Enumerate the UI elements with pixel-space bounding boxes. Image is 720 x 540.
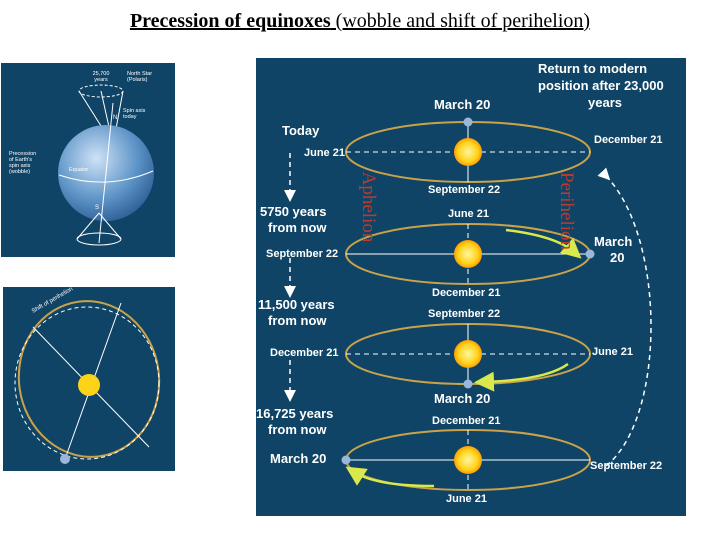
5750-years-label: 5750 years from now	[260, 204, 327, 235]
page-title: Precession of equinoxes (wobble and shift of perihelion)	[129, 10, 591, 32]
earth-dot-icon	[342, 456, 351, 465]
sun-icon	[454, 340, 482, 368]
orbit-1-bottom-label: September 22	[428, 184, 501, 196]
today-label: Today	[282, 123, 320, 138]
years-label: 25,700 years	[92, 71, 110, 83]
precession-timeline-diagram	[256, 58, 686, 516]
motion-arrow	[484, 364, 568, 382]
orbit-4-right-label: September 22	[590, 460, 663, 472]
main-precession-panel	[256, 58, 686, 516]
aphelion-label: Aphelion	[358, 171, 379, 243]
orbit-1-left-label: June 21	[304, 147, 345, 159]
north-star-label: North Star (Polaris)	[127, 71, 153, 83]
orbit-2-right-label: March 20	[594, 234, 633, 265]
wobble-diagram	[1, 63, 175, 257]
return-arc	[606, 176, 651, 466]
spin-axis-today-label: Spin axis today	[123, 108, 146, 120]
perihelion-shift-diagram	[3, 287, 175, 471]
earth-dot-icon	[60, 454, 70, 464]
perihelion-label: Perihelion	[556, 171, 577, 251]
sun-icon	[454, 138, 482, 166]
orbit-2-top-label: June 21	[448, 208, 489, 220]
orbit-3-left-label: December 21	[270, 347, 339, 359]
orbit-1-right-label: December 21	[594, 134, 663, 146]
shift-label: Shift of perihelion	[31, 287, 75, 315]
orbit-2-bottom-label: December 21	[432, 287, 501, 299]
motion-arrow	[354, 472, 434, 486]
orbit-3-right-label: June 21	[592, 346, 633, 358]
orbit-4-bottom-label: June 21	[446, 493, 487, 505]
precession-label: Precession of Earth's spin axis (wobble)	[9, 151, 37, 175]
perihelion-shift-panel	[3, 287, 175, 471]
north-pole-label: N	[113, 115, 118, 121]
orbit-4-top-label: December 21	[432, 415, 501, 427]
11500-years-label: 11,500 years from now	[258, 297, 335, 328]
orbit-3-top-label: September 22	[428, 308, 501, 320]
orbit-2-left-label: September 22	[266, 248, 339, 260]
orbit-3-bottom-label: March 20	[434, 391, 491, 406]
orbit-4-left-label: March 20	[270, 451, 327, 466]
sun-icon	[454, 446, 482, 474]
earth-dot-icon	[464, 380, 473, 389]
wobble-panel	[1, 63, 175, 257]
earth-dot-icon	[464, 118, 473, 127]
return-label: Return to modern position after 23,000 years	[538, 61, 664, 110]
earth-dot-icon	[586, 250, 595, 259]
orbit-1-top-label: March 20	[434, 97, 491, 112]
south-pole-label: S	[95, 205, 100, 211]
sun-icon	[78, 374, 100, 396]
16725-years-label: 16,725 years from now	[256, 406, 334, 437]
equator-label: Equator	[69, 167, 89, 173]
sun-icon	[454, 240, 482, 268]
